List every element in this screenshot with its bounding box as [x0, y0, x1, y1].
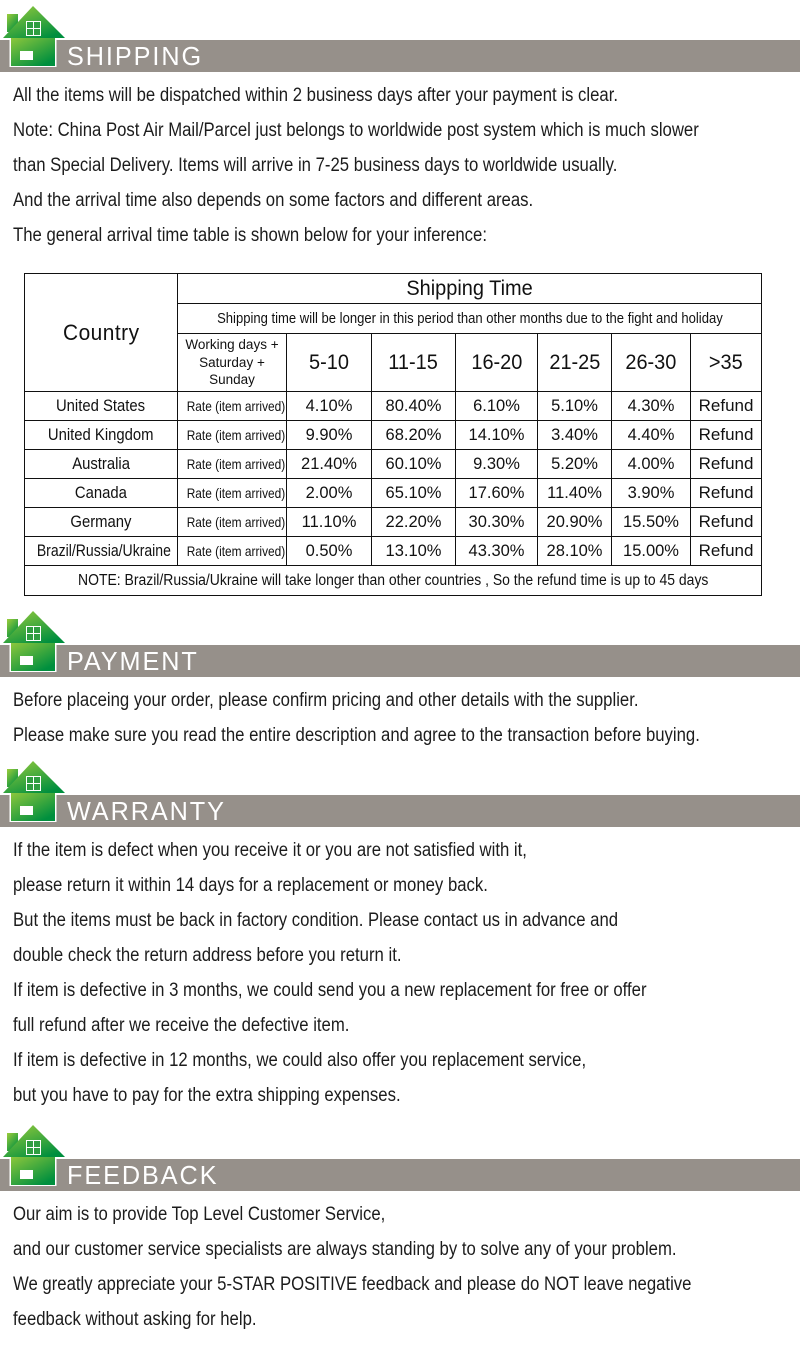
- section-banner: [0, 645, 800, 677]
- section-title: PAYMENT: [67, 646, 199, 676]
- rate-cell: 68.20%: [372, 421, 456, 450]
- country-header-cell: Country: [25, 274, 178, 392]
- rate-cell: 11.10%: [287, 508, 372, 537]
- paragraph-line: Our aim is to provide Top Level Customer Service,: [13, 1204, 386, 1225]
- paragraph-line: Before placeing your order, please confirm pricing and other details with the supplier.: [13, 690, 639, 711]
- note-cell: NOTE: Brazil/Russia/Ukraine will take longer than other countries , So the refund time is up to 45 days: [25, 566, 762, 596]
- table-row: [25, 479, 762, 508]
- rate-label-cell: Rate (item arrived): [178, 537, 287, 566]
- section-banner: [0, 795, 800, 827]
- rate-cell: 0.50%: [287, 537, 372, 566]
- table-row: [25, 450, 762, 479]
- paragraph-line: feedback without asking for help.: [13, 1309, 257, 1330]
- refund-cell: Refund: [691, 537, 762, 566]
- paragraph-line: If the item is defect when you receive it or you are not satisfied with it,: [13, 840, 527, 861]
- shipping-time-table: [24, 273, 762, 596]
- country-cell: United States: [25, 392, 178, 421]
- table-row: [25, 508, 762, 537]
- paragraph-line: But the items must be back in factory condition. Please contact us in advance and: [13, 910, 619, 931]
- country-cell: Canada: [25, 479, 178, 508]
- range-cell: >35: [691, 334, 762, 392]
- rate-cell: 15.00%: [612, 537, 691, 566]
- rate-cell: 11.40%: [538, 479, 612, 508]
- rate-label-cell: Rate (item arrived): [178, 392, 287, 421]
- payment-section-header: [0, 610, 800, 677]
- refund-cell: Refund: [691, 450, 762, 479]
- rate-cell: 15.50%: [612, 508, 691, 537]
- refund-cell: Refund: [691, 421, 762, 450]
- rate-cell: 9.90%: [287, 421, 372, 450]
- range-cell: 11-15: [372, 334, 456, 392]
- country-cell: Australia: [25, 450, 178, 479]
- section-banner: [0, 1159, 800, 1191]
- shipping-time-header-cell: Shipping Time: [178, 274, 762, 304]
- feedback-section: [0, 1124, 800, 1337]
- rate-cell: 17.60%: [456, 479, 538, 508]
- rate-cell: 21.40%: [287, 450, 372, 479]
- section-title: FEEDBACK: [67, 1160, 219, 1190]
- rate-cell: 60.10%: [372, 450, 456, 479]
- refund-cell: Refund: [691, 392, 762, 421]
- rate-cell: 3.40%: [538, 421, 612, 450]
- table-header-row: [25, 274, 762, 304]
- rate-cell: 43.30%: [456, 537, 538, 566]
- shipping-section-header: [0, 5, 800, 72]
- rate-cell: 9.30%: [456, 450, 538, 479]
- house-icon: [3, 1124, 65, 1186]
- rate-cell: 13.10%: [372, 537, 456, 566]
- warranty-paragraphs: [0, 827, 800, 1113]
- section-title: SHIPPING: [67, 41, 204, 71]
- rate-cell: 4.40%: [612, 421, 691, 450]
- country-cell: Brazil/Russia/Ukraine: [25, 537, 178, 566]
- country-cell: Germany: [25, 508, 178, 537]
- rate-cell: 22.20%: [372, 508, 456, 537]
- rate-cell: 6.10%: [456, 392, 538, 421]
- rate-cell: 80.40%: [372, 392, 456, 421]
- rate-cell: 14.10%: [456, 421, 538, 450]
- range-cell: 26-30: [612, 334, 691, 392]
- warranty-section-header: [0, 760, 800, 827]
- feedback-paragraphs: [0, 1191, 800, 1337]
- rate-cell: 4.10%: [287, 392, 372, 421]
- subtitle-cell: Shipping time will be longer in this period than other months due to the fight and holiday: [178, 304, 762, 334]
- rate-label-cell: Rate (item arrived): [178, 421, 287, 450]
- rate-cell: 4.00%: [612, 450, 691, 479]
- house-icon: [3, 760, 65, 822]
- warranty-section: [0, 760, 800, 1113]
- house-icon: [3, 610, 65, 672]
- section-title: WARRANTY: [67, 796, 226, 826]
- paragraph-line: And the arrival time also depends on some factors and different areas.: [13, 190, 534, 211]
- section-banner: [0, 40, 800, 72]
- refund-cell: Refund: [691, 479, 762, 508]
- rate-label-cell: Rate (item arrived): [178, 508, 287, 537]
- paragraph-line: double check the return address before you return it.: [13, 945, 402, 966]
- shipping-section: [0, 5, 800, 596]
- shipping-paragraphs: [0, 72, 800, 253]
- paragraph-line: If item is defective in 12 months, we could also offer you replacement service,: [13, 1050, 587, 1071]
- house-icon: [3, 5, 65, 67]
- table-row: [25, 421, 762, 450]
- paragraph-line: but you have to pay for the extra shipping expenses.: [13, 1085, 401, 1106]
- payment-paragraphs: [0, 677, 800, 753]
- refund-cell: Refund: [691, 508, 762, 537]
- range-cell: 5-10: [287, 334, 372, 392]
- rate-cell: 3.90%: [612, 479, 691, 508]
- paragraph-line: and our customer service specialists are always standing by to solve any of your problem.: [13, 1239, 677, 1260]
- paragraph-line: Please make sure you read the entire description and agree to the transaction before buying.: [13, 725, 700, 746]
- table-row: [25, 392, 762, 421]
- table-row: [25, 537, 762, 566]
- paragraph-line: We greatly appreciate your 5-STAR POSITIVE feedback and please do NOT leave negative: [13, 1274, 692, 1295]
- rate-label-cell: Rate (item arrived): [178, 450, 287, 479]
- rate-label-cell: Rate (item arrived): [178, 479, 287, 508]
- rate-cell: 4.30%: [612, 392, 691, 421]
- paragraph-line: All the items will be dispatched within 2 business days after your payment is clear.: [13, 85, 618, 106]
- working-days-cell: Working days + Saturday + Sunday: [178, 334, 287, 392]
- table-note-row: [25, 566, 762, 596]
- rate-cell: 5.20%: [538, 450, 612, 479]
- rate-cell: 5.10%: [538, 392, 612, 421]
- feedback-section-header: [0, 1124, 800, 1191]
- paragraph-line: than Special Delivery. Items will arrive in 7-25 business days to worldwide usually.: [13, 155, 618, 176]
- paragraph-line: please return it within 14 days for a replacement or money back.: [13, 875, 488, 896]
- rate-cell: 65.10%: [372, 479, 456, 508]
- paragraph-line: Note: China Post Air Mail/Parcel just belongs to worldwide post system which is much slower: [13, 120, 699, 141]
- rate-cell: 28.10%: [538, 537, 612, 566]
- paragraph-line: If item is defective in 3 months, we could send you a new replacement for free or offer: [13, 980, 647, 1001]
- paragraph-line: full refund after we receive the defective item.: [13, 1015, 350, 1036]
- range-cell: 21-25: [538, 334, 612, 392]
- rate-cell: 30.30%: [456, 508, 538, 537]
- rate-cell: 20.90%: [538, 508, 612, 537]
- country-cell: United Kingdom: [25, 421, 178, 450]
- paragraph-line: The general arrival time table is shown below for your inference:: [13, 225, 487, 246]
- rate-cell: 2.00%: [287, 479, 372, 508]
- payment-section: [0, 610, 800, 753]
- range-cell: 16-20: [456, 334, 538, 392]
